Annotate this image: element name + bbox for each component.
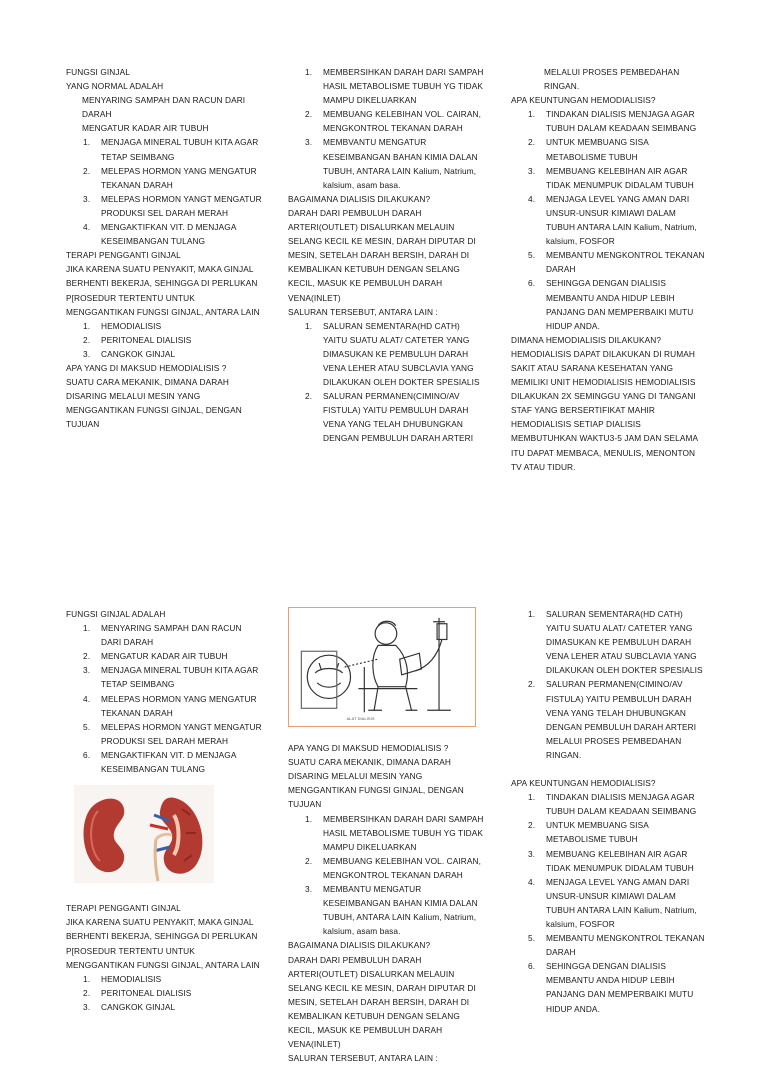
paragraph: SUATU CARA MEKANIK, DIMANA DARAH DISARING MELALUI MESIN YANG MENGGANTIKAN FUNGSI GINJAL, DENGAN TUJUAN — [288, 757, 464, 810]
paragraph: JIKA KARENA SUATU PENYAKIT, MAKA GINJAL BERHENTI BEKERJA, SEHINGGA DI PERLUKAN P[ROSEDUR TERTENTU UNTUK MENGGANTIKAN FUNGSI GINJAL, ANTARA LAIN — [66, 264, 260, 317]
dialysis-illustration — [288, 607, 476, 727]
function-list — [66, 135, 262, 248]
list-item: 2. UNTUK MEMBUANG SISA METABOLISME TUBUH — [511, 135, 707, 163]
terapi-list — [66, 319, 262, 361]
list-item: 6. MENGAKTIFKAN VIT. D MENJAGA KESEIMBANGAN TULANG — [66, 748, 262, 776]
list-item: 2. MEMBUANG KELEBIHAN VOL. CAIRAN, MENGKONTROL TEKANAN DARAH — [288, 854, 484, 882]
list-item: 1. MENYARING SAMPAH DAN RACUN DARI DARAH — [66, 621, 262, 649]
list-item: 6. SEHINGGA DENGAN DIALISIS MEMBANTU ANDA HIDUP LEBIH PANJANG DAN MEMPERBAIKI MUTU HIDUP ANDA. — [511, 276, 707, 332]
keuntungan-list — [511, 107, 707, 333]
saluran-list — [288, 319, 484, 446]
list-item: 1. HEMODIALISIS — [66, 319, 262, 333]
list-item: 1. SALURAN SEMENTARA(HD CATH) YAITU SUATU ALAT/ CATETER YANG DIMASUKAN KE PEMBULUH DARAH VENA LEHER ATAU SUBCLAVIA YANG DILAKUKAN OLEH DOKTER SPESIALIS — [288, 319, 484, 389]
list-item: 3. CANGKOK GINJAL — [66, 347, 262, 361]
tujuan-list — [288, 65, 484, 192]
svg-text:ALAT DIALISIS: ALAT DIALISIS — [346, 716, 375, 722]
function-line: MENYARING SAMPAH DAN RACUN DARI DARAH — [82, 95, 246, 120]
list-item: 2. MENGATUR KADAR AIR TUBUH — [66, 649, 262, 663]
section-title: BAGAIMANA DIALISIS DILAKUKAN? — [288, 193, 431, 204]
bottom-column-3 — [511, 607, 707, 1016]
list-item: 4. MENJAGA LEVEL YANG AMAN DARI UNSUR-UNSUR KIMIAWI DALAM TUBUH ANTARA LAIN Kalium, Natrium, kalsium, FOSFOR — [511, 192, 707, 248]
list-item: 3. MENJAGA MINERAL TUBUH KITA AGAR TETAP SEIMBANG — [66, 663, 262, 691]
kidney-illustration — [74, 785, 214, 883]
bottom-column-2 — [288, 607, 484, 1065]
saluran-list — [511, 607, 707, 762]
keuntungan-list — [511, 790, 707, 1016]
list-item: 2. PERITONEAL DIALISIS — [66, 333, 262, 347]
list-item: 5. MEMBANTU MENGKONTROL TEKANAN DARAH — [511, 248, 707, 276]
list-item: 4. MENJAGA LEVEL YANG AMAN DARI UNSUR-UNSUR KIMIAWI DALAM TUBUH ANTARA LAIN Kalium, Natrium, kalsium, FOSFOR — [511, 875, 707, 931]
section-title: TERAPI PENGGANTI GINJAL — [66, 903, 181, 914]
terapi-list — [66, 972, 262, 1014]
bottom-column-1 — [66, 607, 262, 1014]
list-item: 1. MEMBERSIHKAN DARAH DARI SAMPAH HASIL METABOLISME TUBUH YG TIDAK MAMPU DIKELUARKAN — [288, 65, 484, 107]
section-title: APA KEUNTUNGAN HEMODIALISIS? — [511, 95, 656, 106]
continued-text: MELALUI PROSES PEMBEDAHAN RINGAN. — [544, 67, 680, 92]
heading-line: YANG NORMAL ADALAH — [66, 81, 164, 92]
list-item: 6. SEHINGGA DENGAN DIALISIS MEMBANTU ANDA HIDUP LEBIH PANJANG DAN MEMPERBAIKI MUTU HIDUP ANDA. — [511, 959, 707, 1015]
paragraph: HEMODIALISIS DAPAT DILAKUKAN DI RUMAH SAKIT ATAU SARANA KESEHATAN YANG MEMILIKI UNIT HEMODIALISIS HEMODIALISIS DILAKUKAN 2X SEMINGGU YANG DI TANGANI STAF YANG BERSERTIFIKAT MAHIR HEMODIALISIS SETIAP DIALISIS MEMBUTUHKAN WAKTU3-5 JAM DAN SELAMA ITU DAPAT MEMBACA, MENULIS, MENONTON TV ATAU TIDUR. — [511, 348, 698, 472]
section-title: APA YANG DI MAKSUD HEMODIALISIS ? — [66, 362, 227, 373]
heading-line: FUNGSI GINJAL — [66, 67, 130, 77]
list-item: 4. MENGAKTIFKAN VIT. D MENJAGA KESEIMBANGAN TULANG — [66, 220, 262, 248]
list-item: 5. MEMBANTU MENGKONTROL TEKANAN DARAH — [511, 931, 707, 959]
paragraph: JIKA KARENA SUATU PENYAKIT, MAKA GINJAL BERHENTI BEKERJA, SEHINGGA DI PERLUKAN P[ROSEDUR TERTENTU UNTUK MENGGANTIKAN FUNGSI GINJAL, ANTARA LAIN — [66, 917, 260, 970]
list-item: 2. SALURAN PERMANEN(CIMINO/AV FISTULA) YAITU PEMBULUH DARAH VENA YANG TELAH DHUBUNGKAN DENGAN PEMBULUH DARAH ARTERI MELALUI PROSES PEMBEDAHAN RINGAN. — [511, 677, 707, 762]
list-item: 4. MELEPAS HORMON YANG MENGATUR TEKANAN DARAH — [66, 692, 262, 720]
list-item: 5. MELEPAS HORMON YANGT MENGATUR PRODUKSI SEL DARAH MERAH — [66, 720, 262, 748]
tujuan-list — [288, 812, 484, 939]
function-list — [66, 621, 262, 776]
list-item: 1. SALURAN SEMENTARA(HD CATH) YAITU SUATU ALAT/ CATETER YANG DIMASUKAN KE PEMBULUH DARAH VENA LEHER ATAU SUBCLAVIA YANG DILAKUKAN OLEH DOKTER SPESIALIS — [511, 607, 707, 677]
list-item: 1. TINDAKAN DIALISIS MENJAGA AGAR TUBUH DALAM KEADAAN SEIMBANG — [511, 790, 707, 818]
list-item: 1. MENJAGA MINERAL TUBUH KITA AGAR TETAP SEIMBANG — [66, 135, 262, 163]
top-column-3 — [511, 65, 707, 474]
list-item: 1. HEMODIALISIS — [66, 972, 262, 986]
list-item: 2. SALURAN PERMANEN(CIMINO/AV FISTULA) YAITU PEMBULUH DARAH VENA YANG TELAH DHUBUNGKAN DENGAN PEMBULUH DARAH ARTERI — [288, 389, 484, 445]
section-title: SALURAN TERSEBUT, ANTARA LAIN : — [288, 1053, 438, 1064]
list-item: 1. TINDAKAN DIALISIS MENJAGA AGAR TUBUH DALAM KEADAAN SEIMBANG — [511, 107, 707, 135]
list-item: 2. MELEPAS HORMON YANG MENGATUR TEKANAN DARAH — [66, 164, 262, 192]
list-item: 3. MEMBUANG KELEBIHAN AIR AGAR TIDAK MENUMPUK DIDALAM TUBUH — [511, 847, 707, 875]
section-title: BAGAIMANA DIALISIS DILAKUKAN? — [288, 940, 431, 951]
section-title: TERAPI PENGGANTI GINJAL — [66, 250, 181, 261]
list-item: 3. CANGKOK GINJAL — [66, 1000, 262, 1014]
list-item: 3. MELEPAS HORMON YANGT MENGATUR PRODUKSI SEL DARAH MERAH — [66, 192, 262, 220]
list-item: 2. PERITONEAL DIALISIS — [66, 986, 262, 1000]
list-item: 2. MEMBUANG KELEBIHAN VOL. CAIRAN, MENGKONTROL TEKANAN DARAH — [288, 107, 484, 135]
list-item: 2. UNTUK MEMBUANG SISA METABOLISME TUBUH — [511, 818, 707, 846]
spacer — [511, 762, 707, 776]
section-title: SALURAN TERSEBUT, ANTARA LAIN : — [288, 306, 438, 317]
section-title: APA YANG DI MAKSUD HEMODIALISIS ? — [288, 743, 449, 754]
top-column-1 — [66, 65, 262, 431]
paragraph: SUATU CARA MEKANIK, DIMANA DARAH DISARING MELALUI MESIN YANG MENGGANTIKAN FUNGSI GINJAL, DENGAN TUJUAN — [66, 377, 242, 430]
list-item: 1. MEMBERSIHKAN DARAH DARI SAMPAH HASIL METABOLISME TUBUH YG TIDAK MAMPU DIKELUARKAN — [288, 812, 484, 854]
function-line: MENGATUR KADAR AIR TUBUH — [82, 123, 209, 134]
section-title: DIMANA HEMODIALISIS DILAKUKAN? — [511, 334, 662, 345]
paragraph: DARAH DARI PEMBULUH DARAH ARTERI(OUTLET) DISALURKAN MELAUIN SELANG KECIL KE MESIN, DARAH DIPUTAR DI MESIN, SETELAH DARAH BERSIH, DARAH DI KEMBALIKAN KETUBUH DENGAN SELANG KECIL, MASUK KE PEMBULUH DARAH VENA(INLET) — [288, 207, 476, 303]
paragraph: DARAH DARI PEMBULUH DARAH ARTERI(OUTLET) DISALURKAN MELAUIN SELANG KECIL KE MESIN, DARAH DIPUTAR DI MESIN, SETELAH DARAH BERSIH, DARAH DI KEMBALIKAN KETUBUH DENGAN SELANG KECIL, MASUK KE PEMBULUH DARAH VENA(INLET) — [288, 954, 476, 1050]
section-title: FUNGSI GINJAL ADALAH — [66, 609, 166, 619]
section-title: APA KEUNTUNGAN HEMODIALISIS? — [511, 778, 656, 789]
list-item: 3. MEMBUANG KELEBIHAN AIR AGAR TIDAK MENUMPUK DIDALAM TUBUH — [511, 164, 707, 192]
list-item: 3. MEMBVANTU MENGATUR KESEIMBANGAN BAHAN KIMIA DALAN TUBUH, ANTARA LAIN Kalium, Natrium, kalsium, asam basa. — [288, 135, 484, 191]
top-column-2 — [288, 65, 484, 446]
list-item: 3. MEMBANTU MENGATUR KESEIMBANGAN BAHAN KIMIA DALAN TUBUH, ANTARA LAIN Kalium, Natrium, kalsium, asam basa. — [288, 882, 484, 938]
